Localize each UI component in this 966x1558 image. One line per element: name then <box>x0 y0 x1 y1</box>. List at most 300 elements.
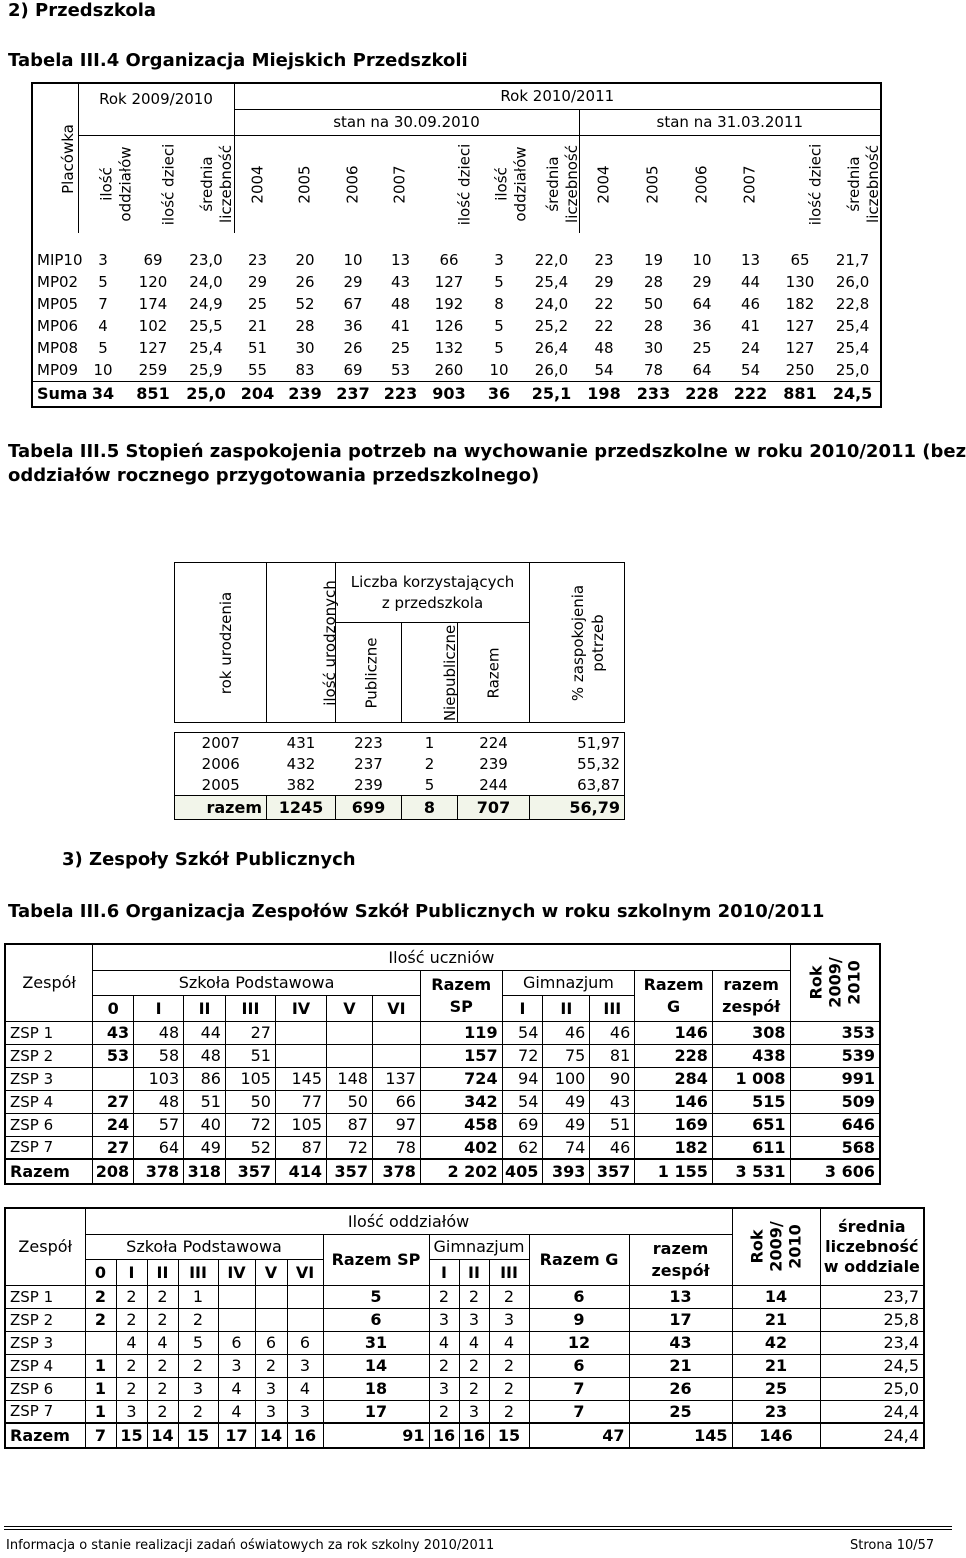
table-cell: 7 <box>85 1423 116 1448</box>
header-szkola-podstawowa: Szkoła Podstawowa <box>85 1234 323 1259</box>
table-cell: 14 <box>147 1423 178 1448</box>
table-cell: 31 <box>323 1331 429 1354</box>
table-row <box>32 359 881 381</box>
header-rok-2009: 2009/ <box>766 1221 786 1272</box>
table-cell: 64 <box>692 360 712 379</box>
table-cell: 63,87 <box>530 775 625 796</box>
table-row <box>5 1136 880 1159</box>
grade-header: V <box>255 1259 287 1285</box>
table-cell: 2 <box>429 1285 459 1308</box>
table-cell: 509 <box>790 1090 880 1113</box>
header-razem-g-2: G <box>666 996 681 1016</box>
table-cell: 6 <box>287 1331 323 1354</box>
table-cell: 2 <box>147 1400 178 1423</box>
column-header-label: ilość dzieci <box>455 143 474 226</box>
table-cell: 233 <box>629 381 678 407</box>
header-w-oddziale: w oddziale <box>823 1256 920 1276</box>
column-header-label: 2005 <box>295 165 314 204</box>
table-caption-III5-line1: Tabela III.5 Stopień zaspokojenia potrzeb na wychowanie przedszkolne w roku 2010/2011 (bez <box>8 441 966 462</box>
table-cell: 145 <box>275 1067 326 1090</box>
table-cell: 145 <box>629 1423 732 1448</box>
table-cell: 51 <box>247 339 268 357</box>
table-cell: ZSP 2 <box>5 1308 85 1331</box>
table-cell: 13 <box>629 1285 732 1308</box>
table-cell: MIP10 <box>37 251 83 269</box>
table-cell: 308 <box>712 1021 790 1044</box>
table-cell <box>327 1021 373 1044</box>
table-cell: 50 <box>225 1090 275 1113</box>
table-cell <box>327 1044 373 1067</box>
table-cell: 431 <box>267 733 336 754</box>
table-cell: 192 <box>434 295 464 313</box>
table-cell: 3 <box>429 1308 459 1331</box>
column-header-label: liczebność <box>863 145 882 224</box>
table-cell: 24,0 <box>189 273 223 291</box>
table-cell: 72 <box>502 1044 543 1067</box>
table-cell: ZSP 7 <box>5 1400 85 1423</box>
table-cell: 157 <box>420 1044 502 1067</box>
table-cell: 24,5 <box>820 1354 924 1377</box>
table-cell: 78 <box>372 1136 420 1159</box>
table-cell: 2 <box>489 1285 529 1308</box>
header-razem-sp: Razem SP <box>323 1234 429 1285</box>
grade-header: III <box>489 1259 529 1285</box>
header-rok-urodzenia: rok urodzenia <box>217 591 236 694</box>
table-cell: 3 531 <box>712 1159 790 1184</box>
table-cell: 22,8 <box>835 295 870 313</box>
column-header <box>234 135 281 233</box>
table-cell: 94 <box>502 1067 543 1090</box>
column-header-label: liczebność <box>216 145 235 224</box>
grade-header: IV <box>218 1259 255 1285</box>
table-cell: 881 <box>775 381 825 407</box>
table-cell: MP08 <box>37 339 79 357</box>
table-cell: 64 <box>134 1136 184 1159</box>
table-cell: 2 <box>116 1354 147 1377</box>
table-cell: 5 <box>323 1285 429 1308</box>
table-row <box>5 1308 924 1331</box>
table-cell: 86 <box>184 1067 226 1090</box>
table-cell: 14 <box>323 1354 429 1377</box>
table-cell: 12 <box>529 1331 629 1354</box>
table-cell: 127 <box>434 273 464 291</box>
header-ilosc-urodzonych: ilość urodzonych <box>320 579 339 706</box>
table-cell: 24,0 <box>534 295 569 313</box>
table-III6 <box>4 943 881 1185</box>
column-header <box>524 135 579 233</box>
table-cell: 2 <box>147 1354 178 1377</box>
header-srednia: średnia <box>838 1216 906 1236</box>
table-cell: 30 <box>643 339 664 357</box>
table-cell: 49 <box>184 1136 226 1159</box>
table-cell: 30 <box>295 339 315 357</box>
table-cell: 25,0 <box>178 381 234 407</box>
table-row <box>5 1021 880 1044</box>
table-cell: 5 <box>178 1331 218 1354</box>
header-rok-2010: 2010 <box>844 960 864 1006</box>
table-cell: 6 <box>529 1354 629 1377</box>
table-cell: 651 <box>712 1113 790 1136</box>
column-header-label: 2007 <box>741 165 759 204</box>
table-cell: 515 <box>712 1090 790 1113</box>
table-cell: 36 <box>474 381 524 407</box>
section-heading-zespoly: 3) Zespoły Szkół Publicznych <box>62 849 356 870</box>
table-cell: 1 <box>85 1377 116 1400</box>
table-cell: MP09 <box>37 360 79 379</box>
table-cell: 20 <box>295 251 315 269</box>
table-cell: 13 <box>740 251 761 269</box>
column-header-label: ilość dzieci <box>806 143 825 226</box>
footer-rule-2 <box>4 1529 952 1530</box>
table-cell: ZSP 2 <box>5 1044 93 1067</box>
table-cell: 4 <box>489 1331 529 1354</box>
table-cell: 36 <box>343 317 363 335</box>
table-cell: 23 <box>594 251 614 269</box>
table-row <box>5 1090 880 1113</box>
table-cell: 198 <box>579 381 629 407</box>
table-cell: 10 <box>489 360 509 379</box>
header-rok-2009: Rok 2009/2010 <box>78 83 234 135</box>
column-header <box>629 135 678 233</box>
grade-header: III <box>225 995 275 1021</box>
table-cell: 4 <box>218 1400 255 1423</box>
table-cell: 51 <box>225 1044 275 1067</box>
table-cell: 44 <box>740 273 761 291</box>
table-cell: 25 <box>390 339 411 357</box>
table-cell: 3 <box>489 1308 529 1331</box>
table-cell: 29 <box>594 273 614 291</box>
table-cell: 54 <box>502 1090 543 1113</box>
table-cell: 69 <box>343 360 363 379</box>
header-placowka: Placówka <box>58 123 77 194</box>
header-szkola-podstawowa: Szkoła Podstawowa <box>93 970 421 995</box>
table-cell: 4 <box>98 317 108 335</box>
table-cell: 26 <box>629 1377 732 1400</box>
footer-rule <box>4 1526 952 1527</box>
table-cell: 14 <box>255 1423 287 1448</box>
table-row <box>175 775 625 796</box>
table-cell: 3 <box>178 1377 218 1400</box>
header-razem-g-1: Razem <box>643 974 704 994</box>
table-cell: 40 <box>184 1113 226 1136</box>
table-cell: 48 <box>594 339 614 357</box>
header-liczebnosc: liczebność <box>825 1236 919 1256</box>
table-cell: 26 <box>343 339 363 357</box>
table-cell: 24,4 <box>820 1400 924 1423</box>
table-cell: 28 <box>643 273 664 291</box>
table-cell: 62 <box>502 1136 543 1159</box>
table-cell: 458 <box>420 1113 502 1136</box>
table-cell: 16 <box>459 1423 489 1448</box>
grade-header: 0 <box>85 1259 116 1285</box>
table-cell <box>93 1067 134 1090</box>
table-cell: ZSP 3 <box>5 1331 85 1354</box>
table-cell: 87 <box>327 1113 373 1136</box>
header-razem-g: Razem G <box>529 1234 629 1285</box>
grade-header: I <box>429 1259 459 1285</box>
table-cell: 27 <box>93 1136 134 1159</box>
table-cell: 23 <box>247 251 268 269</box>
header-rok-2010: 2010 <box>785 1224 805 1270</box>
table-cell: 66 <box>372 1090 420 1113</box>
table-row <box>32 249 881 271</box>
table-cell: 25,0 <box>835 360 870 379</box>
table-cell: 126 <box>434 317 464 335</box>
table-cell: 239 <box>479 755 508 773</box>
table-cell: 357 <box>327 1159 373 1184</box>
table-cell: 146 <box>635 1090 713 1113</box>
table-cell: 4 <box>218 1377 255 1400</box>
table-cell: 55 <box>247 360 268 379</box>
table-cell: 4 <box>459 1331 489 1354</box>
grade-header: II <box>147 1259 178 1285</box>
table-cell <box>85 1331 116 1354</box>
table-cell: 228 <box>635 1044 713 1067</box>
table-cell: 28 <box>295 317 315 335</box>
table-cell: 208 <box>93 1159 134 1184</box>
table-cell: 69 <box>143 251 163 269</box>
table-cell: 24 <box>93 1113 134 1136</box>
table-cell: 1 <box>85 1354 116 1377</box>
table-cell: 8 <box>402 796 458 820</box>
column-header-label: 2006 <box>692 165 711 204</box>
table-cell: 3 <box>116 1400 147 1423</box>
table-cell: 49 <box>543 1113 590 1136</box>
table-cell: ZSP 4 <box>5 1354 85 1377</box>
header-gimnazjum: Gimnazjum <box>502 970 635 995</box>
grade-header: VI <box>287 1259 323 1285</box>
table-cell: 148 <box>327 1067 373 1090</box>
table-caption-III4: Tabela III.4 Organizacja Miejskich Przedszkoli <box>8 50 468 71</box>
table-cell: 2 <box>116 1377 147 1400</box>
table-cell: 259 <box>138 360 168 379</box>
table-cell: 25,4 <box>534 273 569 291</box>
table-row <box>32 293 881 315</box>
table-cell: 402 <box>420 1136 502 1159</box>
table-cell: 67 <box>343 295 363 313</box>
table-cell: MP06 <box>37 317 79 335</box>
table-cell: 5 <box>494 317 504 335</box>
table-cell: 182 <box>635 1136 713 1159</box>
table-cell: 78 <box>643 360 664 379</box>
table-cell: 15 <box>178 1423 218 1448</box>
header-z-przedszkola: z przedszkola <box>381 593 484 612</box>
table-cell: 1 <box>178 1285 218 1308</box>
sum-row <box>32 381 881 407</box>
table-cell: 48 <box>390 295 411 313</box>
table-cell: 48 <box>134 1021 184 1044</box>
table-cell: 130 <box>785 273 815 291</box>
table-cell: 54 <box>502 1021 543 1044</box>
table-cell: 6 <box>323 1308 429 1331</box>
table-cell: 2 <box>255 1354 287 1377</box>
column-header <box>579 135 629 233</box>
table-cell: 357 <box>590 1159 635 1184</box>
table-cell: 222 <box>726 381 775 407</box>
table-cell: 36 <box>692 317 712 335</box>
table-cell: 119 <box>420 1021 502 1044</box>
table-cell: 44 <box>184 1021 226 1044</box>
table-row <box>5 1331 924 1354</box>
column-header <box>474 135 530 233</box>
table-cell: 3 <box>287 1354 323 1377</box>
table-cell: 91 <box>323 1423 429 1448</box>
header-rok: Rok <box>806 965 826 1000</box>
table-cell <box>255 1308 287 1331</box>
table-cell <box>218 1285 255 1308</box>
column-header <box>825 135 881 233</box>
table-cell: 3 <box>287 1400 323 1423</box>
column-header-label: liczebność <box>562 145 581 224</box>
column-header <box>78 135 135 233</box>
header-rok-2009: 2009/ <box>825 957 845 1008</box>
header-razem-sp-2: SP <box>449 996 473 1016</box>
header-razem-zespol-2: zespół <box>651 1260 710 1280</box>
table-cell: 7 <box>98 295 108 313</box>
table-cell: 25,8 <box>820 1308 924 1331</box>
table-cell: 2 <box>459 1285 489 1308</box>
table-cell: 26,0 <box>835 273 870 291</box>
table-cell: 29 <box>247 273 268 291</box>
table-cell: Suma <box>32 381 78 407</box>
table-cell: 2 <box>429 1354 459 1377</box>
table-cell: 2 <box>178 1400 218 1423</box>
table-cell: 52 <box>295 295 315 313</box>
table-cell: 55,32 <box>530 754 625 775</box>
grade-header: I <box>502 995 543 1021</box>
grade-header: III <box>178 1259 218 1285</box>
table-cell: 17 <box>629 1308 732 1331</box>
table-cell: 2007 <box>175 733 267 754</box>
table-cell: 7 <box>529 1400 629 1423</box>
table-cell: 65 <box>790 251 810 269</box>
table-cell: 41 <box>390 317 411 335</box>
table-cell: 24,4 <box>820 1423 924 1448</box>
table-row <box>5 1354 924 1377</box>
table-cell: 707 <box>458 796 530 820</box>
grade-header: V <box>327 995 373 1021</box>
table-cell: 105 <box>275 1113 326 1136</box>
header-rok: Rok <box>747 1229 767 1264</box>
column-header-label: średnia <box>543 156 562 212</box>
table-cell: MP02 <box>37 273 79 291</box>
table-cell: 10 <box>93 360 113 379</box>
table-cell: 23 <box>732 1400 820 1423</box>
column-header <box>424 135 474 233</box>
table-cell: 26 <box>295 273 315 291</box>
table-cell: 611 <box>712 1136 790 1159</box>
table-cell: 22 <box>594 317 614 335</box>
table-row <box>5 1285 924 1308</box>
table-cell: 56,79 <box>530 796 625 820</box>
column-header-label: ilość dzieci <box>159 143 178 226</box>
table-cell: 10 <box>692 251 712 269</box>
table-cell <box>255 1285 287 1308</box>
sum-row <box>175 796 625 820</box>
table-cell: 3 <box>218 1354 255 1377</box>
table-cell: 378 <box>372 1159 420 1184</box>
table-caption-III6: Tabela III.6 Organizacja Zespołów Szkół Publicznych w roku szkolnym 2010/2011 <box>8 901 825 922</box>
table-row <box>5 1377 924 1400</box>
table-cell: 318 <box>184 1159 226 1184</box>
table-cell: 3 606 <box>790 1159 880 1184</box>
table-cell: 21 <box>732 1354 820 1377</box>
table-cell: 6 <box>218 1331 255 1354</box>
table-cell: 8 <box>494 295 504 313</box>
table-cell: 539 <box>790 1044 880 1067</box>
table-cell: 5 <box>98 273 108 291</box>
table-cell: ZSP 3 <box>5 1067 93 1090</box>
table-cell: 42 <box>732 1331 820 1354</box>
table-cell: 74 <box>543 1136 590 1159</box>
table-cell: 21 <box>247 317 268 335</box>
table-cell: 228 <box>678 381 726 407</box>
table-cell <box>275 1021 326 1044</box>
table-cell: 9 <box>529 1308 629 1331</box>
table-cell: 21 <box>629 1354 732 1377</box>
header-potrzeb: potrzeb <box>589 613 608 672</box>
table-cell: 25,5 <box>189 317 223 335</box>
table-cell: 2 <box>147 1377 178 1400</box>
table-cell: 17 <box>218 1423 255 1448</box>
table-cell: 100 <box>543 1067 590 1090</box>
column-header <box>726 135 775 233</box>
table-cell: 244 <box>479 775 508 794</box>
table-cell: 3 <box>459 1400 489 1423</box>
table-cell: ZSP 7 <box>5 1136 93 1159</box>
table-cell: 87 <box>275 1136 326 1159</box>
table-cell: 2 <box>147 1285 178 1308</box>
header-razem: Razem <box>484 647 503 698</box>
footer-text: Informacja o stanie realizacji zadań oświatowych za rok szkolny 2010/2011 <box>6 1538 495 1553</box>
column-header <box>178 135 234 233</box>
table-cell: 3 <box>429 1377 459 1400</box>
table-cell: 7 <box>529 1377 629 1400</box>
table-cell: 57 <box>134 1113 184 1136</box>
table-cell: 204 <box>234 381 281 407</box>
table-cell: 23,7 <box>820 1285 924 1308</box>
table-cell: 353 <box>790 1021 880 1044</box>
column-header <box>678 135 726 233</box>
table-cell: 699 <box>336 796 402 820</box>
table-row <box>5 1113 880 1136</box>
table-cell: 2 <box>489 1400 529 1423</box>
table-cell: 3 <box>459 1308 489 1331</box>
table-cell: 5 <box>98 339 108 357</box>
table-cell: 81 <box>590 1044 635 1067</box>
table-cell: 43 <box>629 1331 732 1354</box>
section-heading-przedszkola: 2) Przedszkola <box>8 0 157 21</box>
table-cell: 49 <box>543 1090 590 1113</box>
table-cell: 2 <box>85 1308 116 1331</box>
table-cell: ZSP 6 <box>5 1377 85 1400</box>
table-cell: 24,9 <box>189 295 223 313</box>
table-cell: 5 <box>494 273 504 291</box>
table-cell: 224 <box>458 733 530 754</box>
table-cell: 724 <box>420 1067 502 1090</box>
table-cell: 17 <box>323 1400 429 1423</box>
header-razem-zespol-2: zespół <box>722 996 781 1016</box>
grade-header: VI <box>372 995 420 1021</box>
header-stan-31032011: stan na 31.03.2011 <box>579 109 881 135</box>
header-zespol: Zespół <box>5 944 93 1021</box>
table-cell: 4 <box>116 1331 147 1354</box>
table-cell: 405 <box>502 1159 543 1184</box>
header-liczba-korzystajacych: Liczba korzystających <box>350 572 515 591</box>
table-cell: 646 <box>790 1113 880 1136</box>
header-niepubliczne: Niepubliczne <box>441 624 460 721</box>
table-cell: 250 <box>785 360 815 379</box>
